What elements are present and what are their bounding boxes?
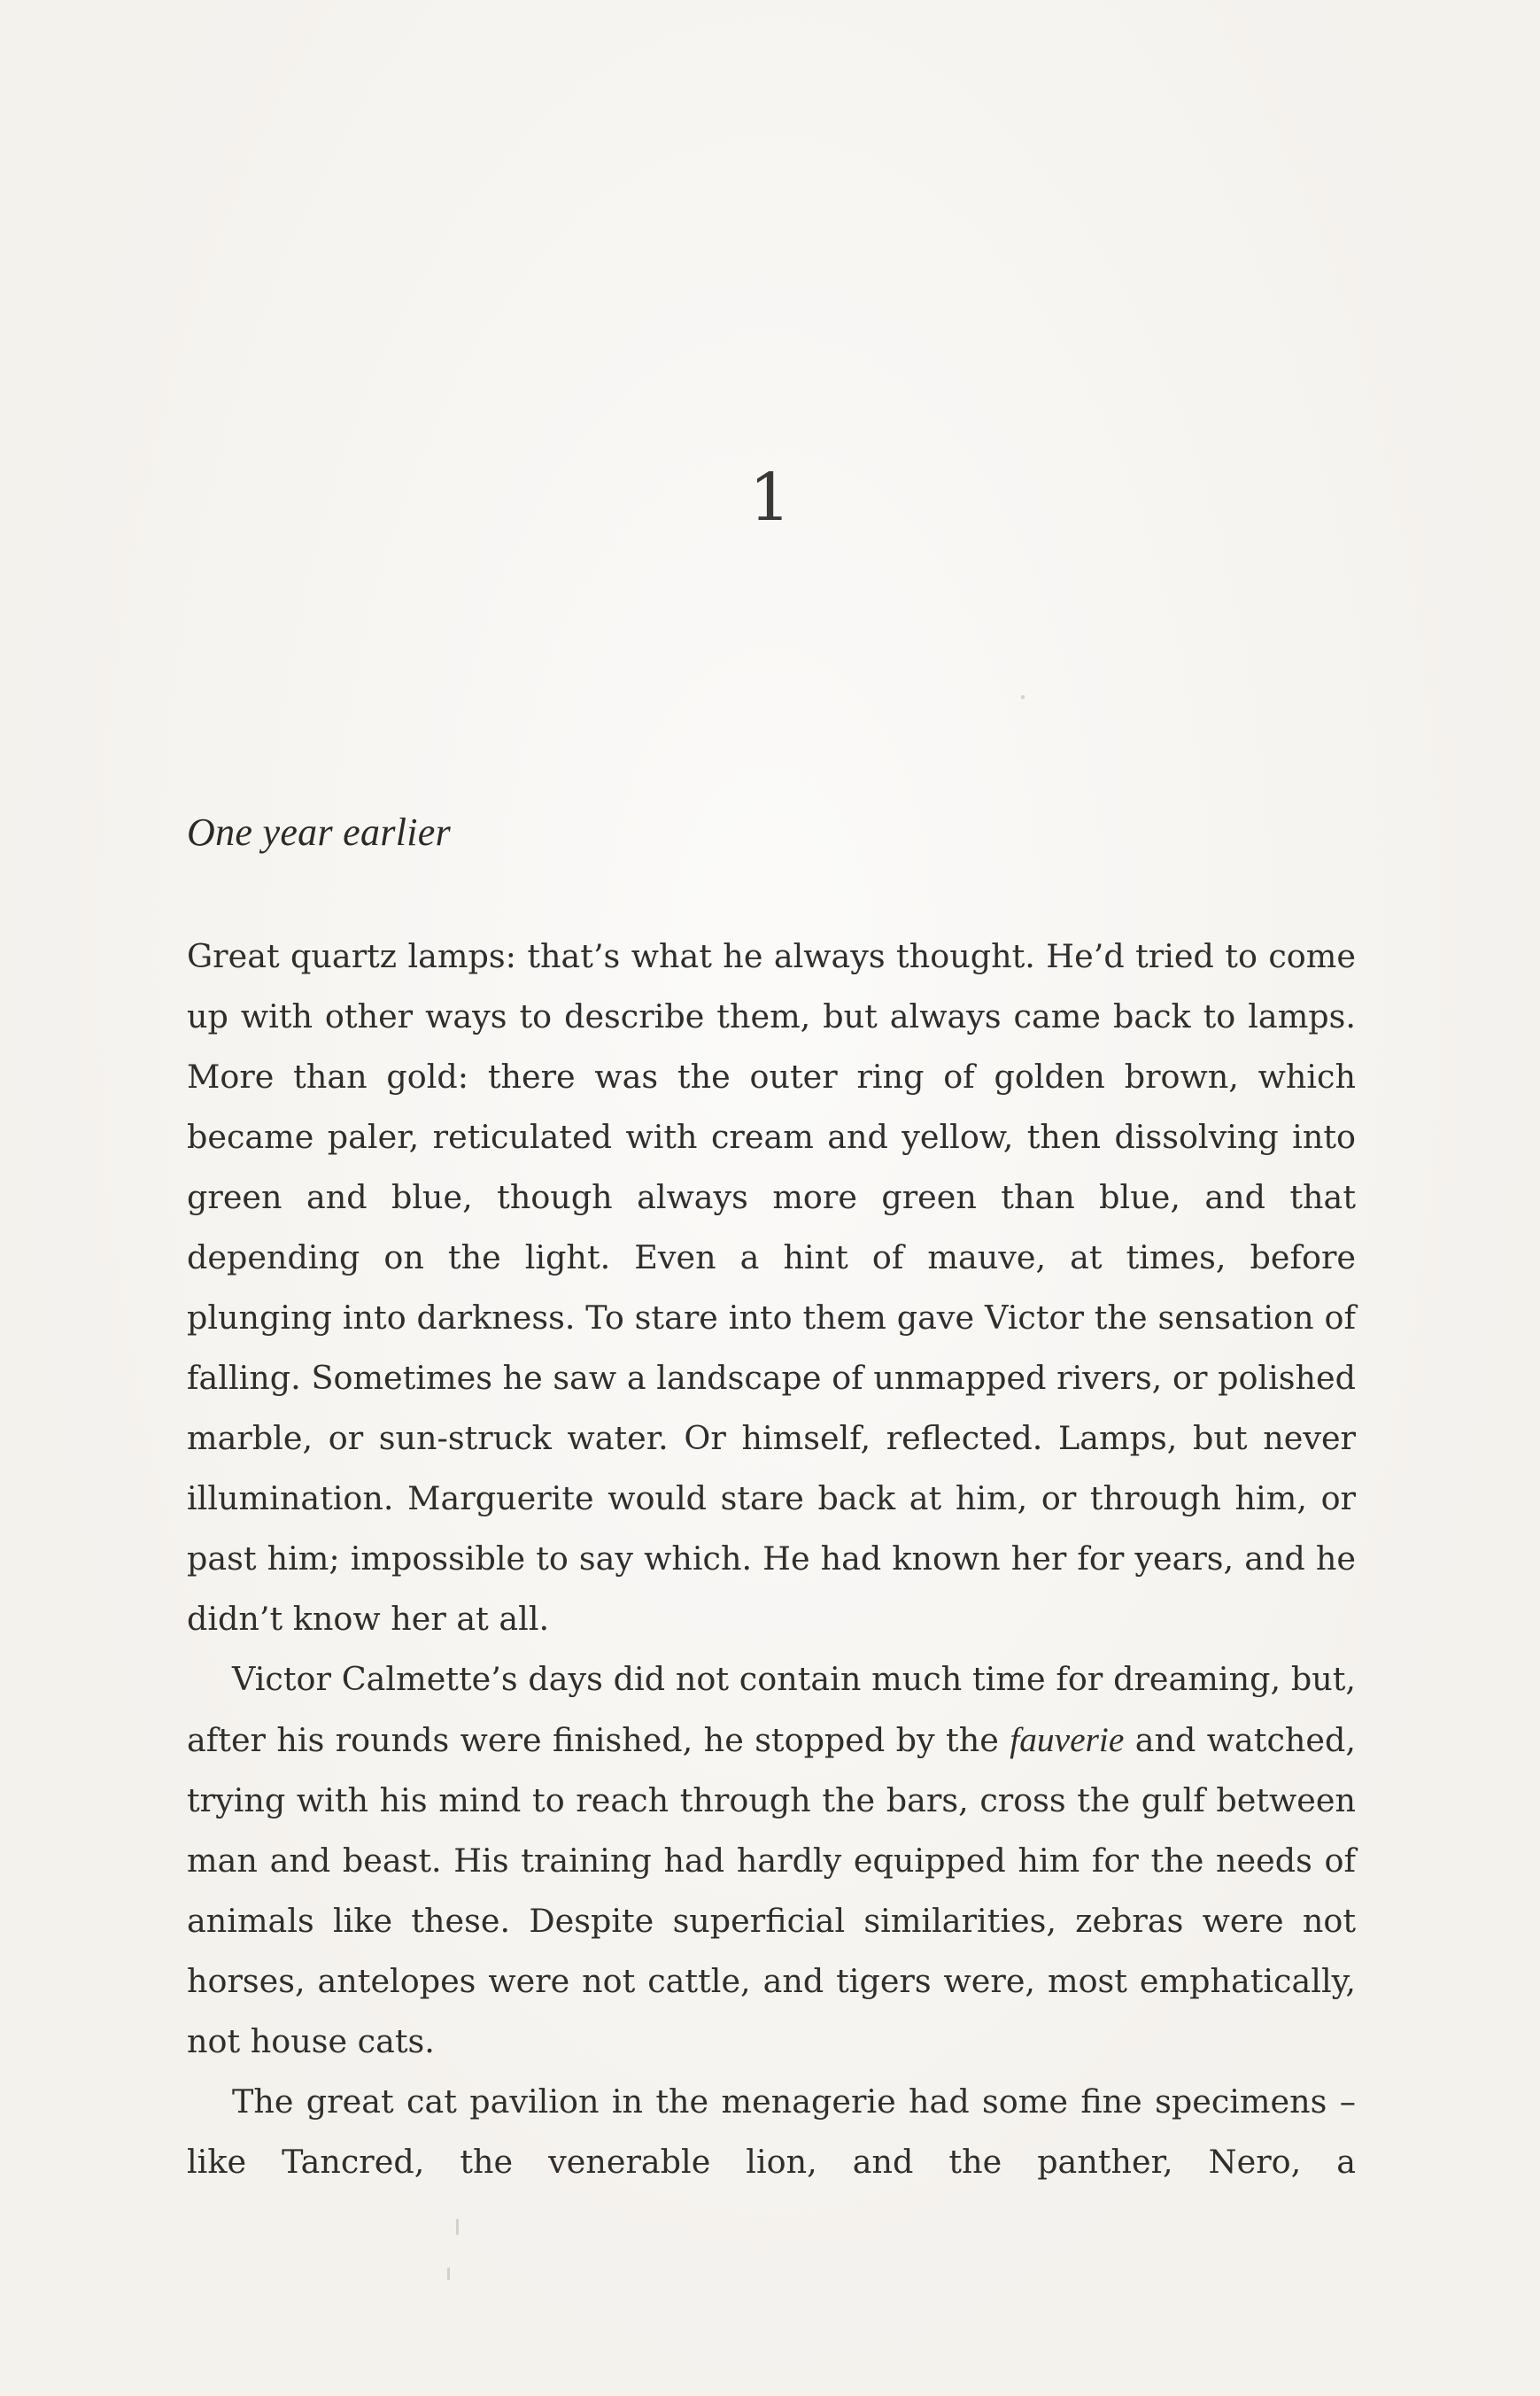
paragraph-3 xyxy=(187,2072,1356,2192)
paragraph-1 xyxy=(187,927,1356,1649)
paragraph-2-italic-term: fauverie xyxy=(1010,1720,1125,1759)
paragraph-2-text-a: Victor Calmette’s days did not contain much time for dreaming, but, after his rounds were finished, he stopped by the xyxy=(187,1660,1356,1759)
epigraph: One year earlier xyxy=(187,810,452,854)
scan-speck xyxy=(447,2268,450,2280)
body-text xyxy=(187,927,1356,2192)
paragraph-3-text: The great cat pavilion in the menagerie had some fine specimens – like Tancred, the venerable lion, and the panther, Nero, a xyxy=(187,2082,1356,2181)
paragraph-1-text: Great quartz lamps: that’s what he always thought. He’d tried to come up with other ways to describe them, but always came back to lamps. More than gold: there was the outer ring of golden brown, which became paler, reticulated with cream and yellow, then dissolving into green and blue, though always more green than blue, and that depending on the light. Even a hint of mauve, at times, before plunging into darkness. To stare into them gave Victor the sensation of falling. Sometimes he saw a landscape of unmapped rivers, or polished marble, or sun-struck water. Or himself, reflected. Lamps, but never illumination. Marguerite would stare back at him, or through him, or past him; impossible to say which. He had known her for years, and he didn’t know her at all. xyxy=(187,937,1356,1638)
chapter-number: 1 xyxy=(748,460,792,536)
scan-speck xyxy=(456,2219,459,2235)
scan-speck xyxy=(1021,695,1025,699)
paragraph-2-text-b: and watched, trying with his mind to reach through the bars, cross the gulf between man and beast. His training had hardly equipped him for the needs of animals like these. Despite superficial similarities, zebras were not horses, antelopes were not cattle, and tigers were, most emphatically, not house cats. xyxy=(187,1721,1356,2060)
paragraph-2 xyxy=(187,1649,1356,2072)
